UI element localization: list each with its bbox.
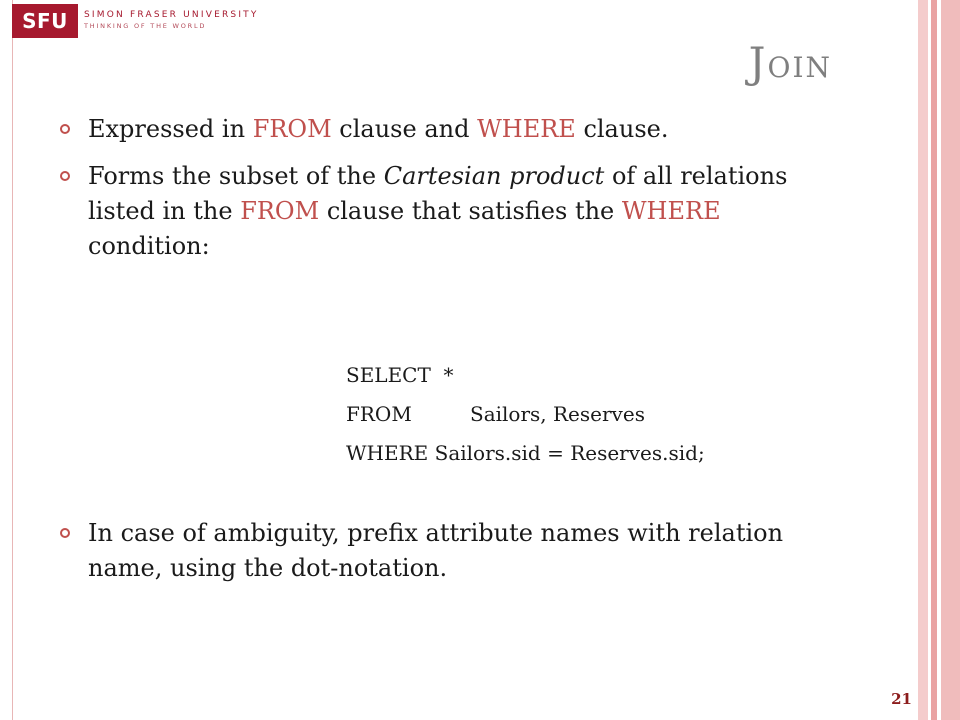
bullet-list-2 — [60, 516, 840, 586]
keyword-where: WHERE — [477, 115, 576, 143]
cartesian-product-term: Cartesian product — [383, 162, 605, 190]
sql-from-tables: Sailors, Reserves — [470, 402, 645, 426]
sql-from-keyword: FROM — [346, 402, 412, 426]
sql-example — [346, 356, 705, 473]
bullet-2-text: clause that satisfies the — [319, 197, 622, 225]
bullet-3 — [60, 516, 840, 586]
bullet-2-text: of all relations listed in the — [88, 162, 788, 225]
bullet-2-text: Forms the subset of the — [88, 162, 384, 190]
page-number: 21 — [891, 690, 912, 708]
sql-where-line: WHERE Sailors.sid = Reserves.sid; — [346, 441, 705, 465]
bullet-3-text: In case of ambiguity, prefix attribute names with relation name, using the dot-notation. — [88, 519, 784, 582]
sql-from-line — [346, 395, 705, 434]
title-initial: J — [748, 38, 768, 87]
bullet-circle-icon — [60, 528, 70, 538]
university-name: SIMON FRASER UNIVERSITY — [84, 10, 259, 20]
decor-stripe-5 — [941, 0, 960, 720]
bullet-2 — [60, 159, 840, 264]
keyword-where: WHERE — [621, 197, 721, 225]
bullet-1 — [60, 112, 840, 147]
bullet-circle-icon — [60, 171, 70, 181]
bullet-circle-icon — [60, 124, 70, 134]
keyword-from: FROM — [252, 115, 332, 143]
university-tagline: THINKING OF THE WORLD — [84, 22, 207, 30]
sql-select-line: SELECT * — [346, 363, 454, 387]
bullet-list — [60, 112, 840, 264]
left-border-line — [12, 0, 13, 720]
bullet-1-text: Expressed in — [88, 115, 253, 143]
sfu-logo-mark: SFU — [12, 4, 78, 38]
bullet-1-text: clause. — [575, 115, 669, 143]
bullet-2-text: condition: — [88, 232, 210, 260]
keyword-from: FROM — [240, 197, 320, 225]
title-rest: OIN — [767, 51, 832, 84]
decor-stripe-1 — [918, 0, 928, 720]
bullet-1-text: clause and — [331, 115, 478, 143]
slide-title — [749, 38, 832, 87]
sfu-logo-text — [84, 10, 259, 30]
